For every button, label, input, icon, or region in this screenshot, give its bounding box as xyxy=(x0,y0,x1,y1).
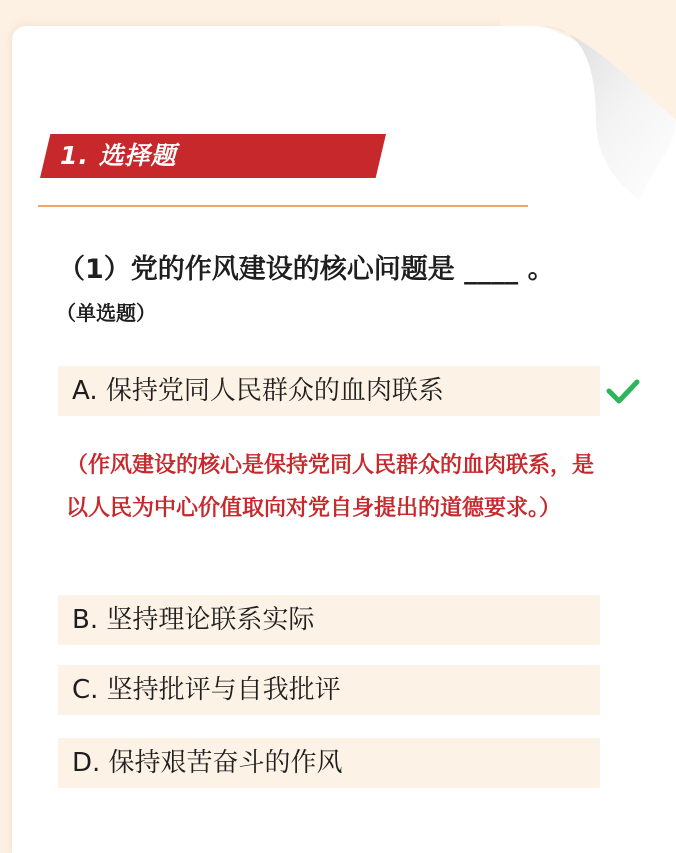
option-d-label: D. 保持艰苦奋斗的作风 xyxy=(72,748,343,778)
divider xyxy=(38,205,528,207)
option-c[interactable] xyxy=(58,665,600,715)
question-text: （1）党的作风建设的核心问题是 ____ 。 xyxy=(58,254,555,285)
option-c-label: C. 坚持批评与自我批评 xyxy=(72,675,341,705)
option-d[interactable] xyxy=(58,738,600,788)
option-a[interactable] xyxy=(58,366,600,416)
page-curl-decoration xyxy=(500,0,676,240)
question-type: （单选题） xyxy=(56,301,156,325)
option-b-label: B. 坚持理论联系实际 xyxy=(72,605,315,635)
option-b[interactable] xyxy=(58,595,600,645)
answer-explanation: （作风建设的核心是保持党同人民群众的血肉联系，是以人民为中心价值取向对党自身提出的道德要求。） xyxy=(66,453,595,521)
section-title: 1. 选择题 xyxy=(60,141,177,170)
check-icon xyxy=(604,375,642,407)
option-a-label: A. 保持党同人民群众的血肉联系 xyxy=(72,376,444,406)
